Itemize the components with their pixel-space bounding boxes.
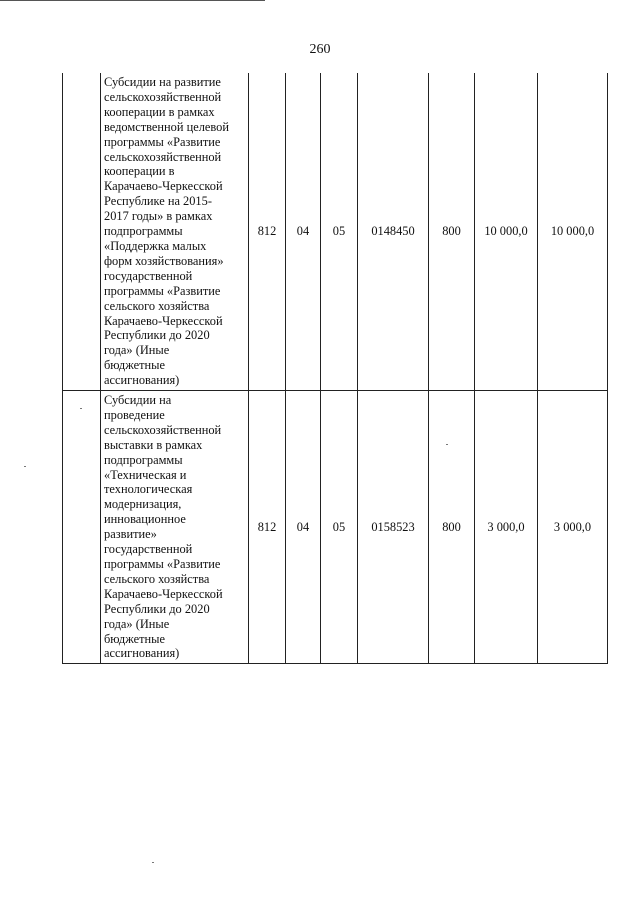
section-code: 04: [286, 73, 321, 391]
ministry-code: 812: [249, 391, 286, 664]
expense-description: Субсидии на проведение сельскохозяйственной выставки в рамках подпрограммы «Техническая и технологическая модернизация, инновационное развитие» государственной программы «Развитие сельского хозяйства Карачаево-Черкесской Республики до 2020 года» (Иные бюджетные ассигнования): [101, 391, 249, 664]
scan-speck: [152, 862, 154, 863]
expense-type-code: 800: [429, 73, 475, 391]
scan-speck: [24, 466, 26, 467]
amount-cell-1: 3 000,0: [475, 391, 538, 664]
table-row: [63, 391, 608, 664]
row-index-cell: [63, 391, 101, 664]
scan-speck: [80, 408, 82, 409]
top-edge-rule: [0, 0, 265, 1]
row-index-cell: [63, 73, 101, 391]
subsection-code: 05: [321, 391, 358, 664]
amount-cell-2: 10 000,0: [538, 73, 608, 391]
budget-table: [62, 73, 608, 664]
ministry-code: 812: [249, 73, 286, 391]
page-number: 260: [309, 42, 331, 57]
expense-type-code: 800: [429, 391, 475, 664]
section-code: 04: [286, 391, 321, 664]
amount-cell-2: 3 000,0: [538, 391, 608, 664]
expense-description: Субсидии на развитие сельскохозяйственной кооперации в рамках ведомственной целевой программы «Развитие сельскохозяйственной кооперации в Карачаево-Черкесской Республике на 2015- 2017 годы» в рамках подпрограммы «Поддержка малых форм хозяйствования» государственной программы «Развитие сельского хозяйства Карачаево-Черкесской Республики до 2020 года» (Иные бюджетные ассигнования): [101, 73, 249, 391]
subsection-code: 05: [321, 73, 358, 391]
target-article-code: 0158523: [358, 391, 429, 664]
table-row: [63, 73, 608, 391]
target-article-code: 0148450: [358, 73, 429, 391]
scan-speck: [446, 444, 448, 445]
amount-cell-1: 10 000,0: [475, 73, 538, 391]
